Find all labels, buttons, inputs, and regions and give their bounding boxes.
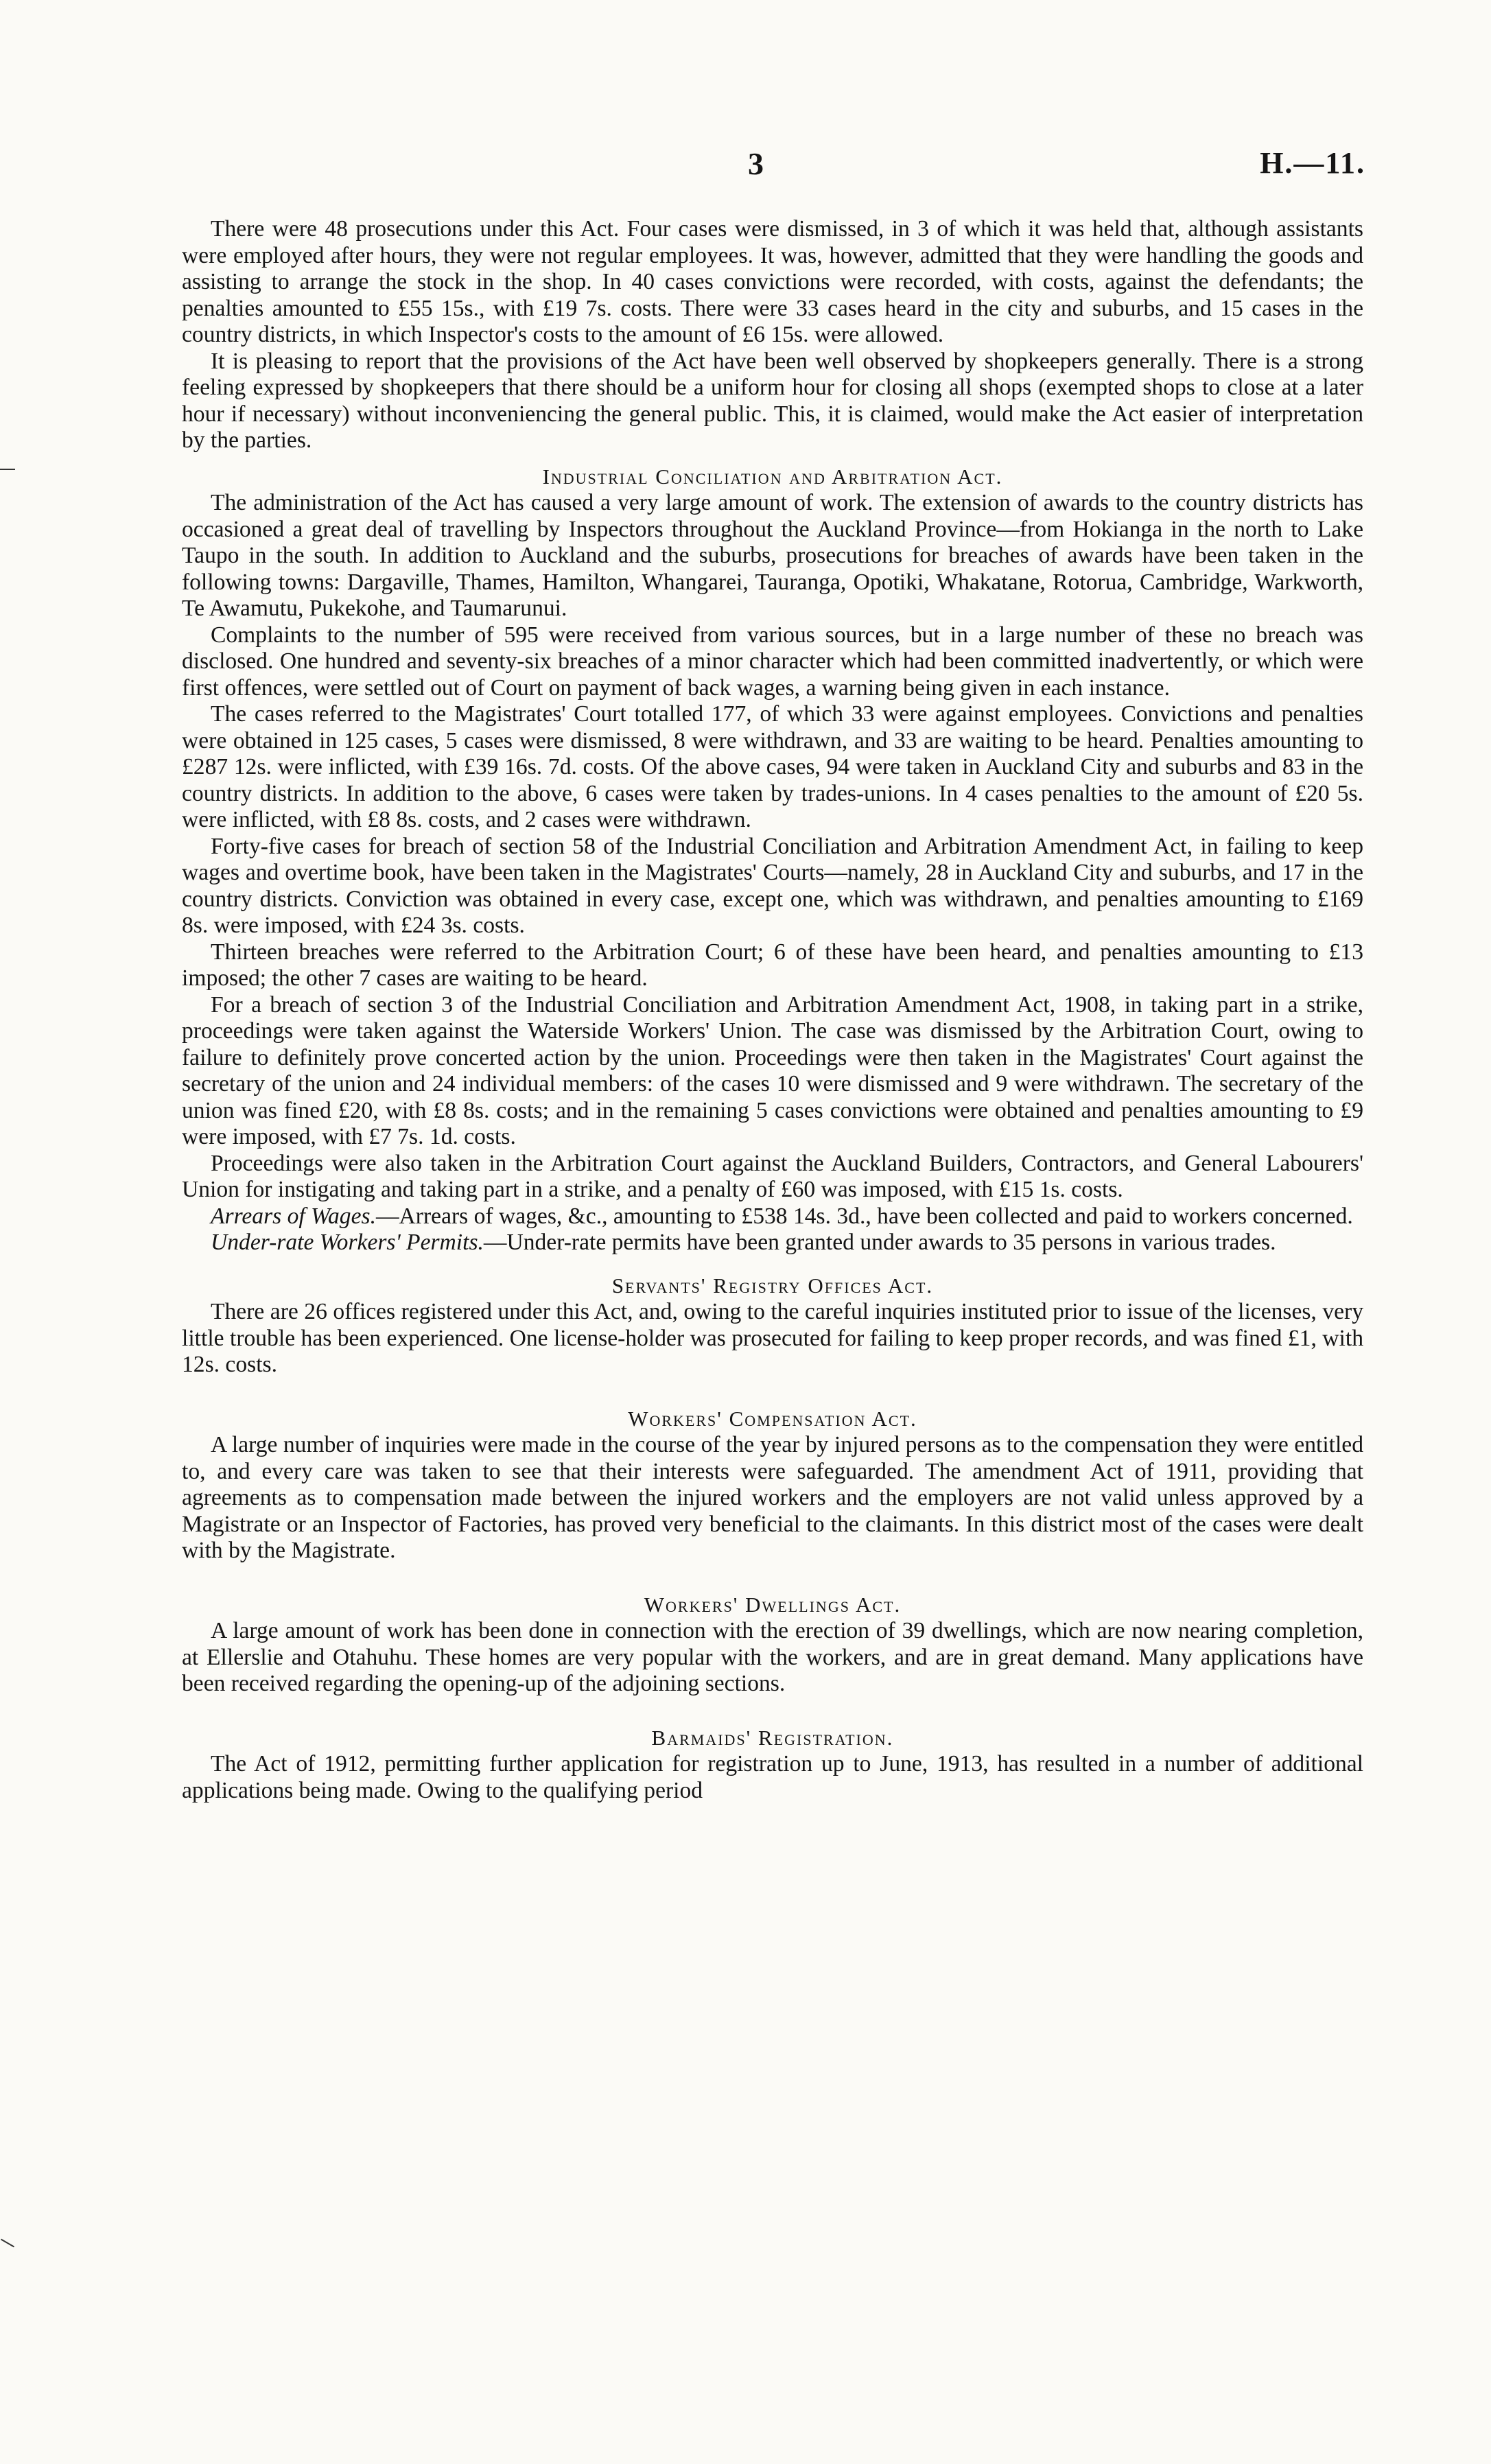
section-heading-dwellings: Workers' Dwellings Act. (644, 1592, 902, 1617)
paragraph-strike: For a breach of section 3 of the Industrial Conciliation and Arbitration Amendment Act, 1908, in taking part in a strike, proceedings were taken against the Waterside Workers' Union. The case was dismissed by the Arbitration Court, owing to failure to definitely prove concerted action by the union. Proceedings were then taken in the Magistrates' Court against the secretary of the union and 24 individual members: of the cases 10 were dismissed and 9 were withdrawn. The secretary of the union was fined £20, with £8 8s. costs; and in the remaining 5 cases convictions were obtained and penalties amounting to £9 were imposed, with £7 7s. 1d. costs. (182, 992, 1363, 1149)
paragraph-magistrates-court: The cases referred to the Magistrates' Court totalled 177, of which 33 were against employees. Convictions and penalties were obtained in 125 cases, 5 cases were dismissed, 8 were withdrawn, and 33 are waiting to be heard. Penalties amounting to £287 12s. were inflicted, with £39 16s. 7d. costs. Of the above cases, 94 were taken in Auckland City and suburbs and 83 in the country districts. In addition to the above, 6 cases were taken by trades-unions. In 4 cases penalties to the amount of £20 5s. were inflicted, with £8 8s. costs, and 2 cases were withdrawn. (182, 701, 1363, 832)
paragraph-registry-offices: There are 26 offices registered under this Act, and, owing to the careful inquiries instituted prior to issue of the licenses, very little trouble has been experienced. One license-holder was prosecuted for failing to keep proper records, and was fined £1, with 12s. costs. (182, 1299, 1363, 1377)
paragraph-administration: The administration of the Act has caused a very large amount of work. The extension of awards to the country districts has occasioned a great deal of travelling by Inspectors throughout the Auckland Province—from Hokianga in the north to Lake Taupo in the south. In addition to Auckland and the suburbs, prosecutions for breaches of awards have been taken in the following towns: Dargaville, Thames, Hamilton, Whangarei, Tauranga, Opotiki, Whakatane, Rotorua, Cambridge, Warkworth, Te Awamutu, Pukekohe, and Taumarunui. (182, 490, 1363, 621)
section-heading-barmaids: Barmaids' Registration. (651, 1725, 894, 1750)
permits-lead: Under-rate Workers' Permits. (211, 1230, 484, 1255)
arrears-lead: Arrears of Wages. (211, 1203, 376, 1229)
paragraph-arbitration-court: Thirteen breaches were referred to the Arbitration Court; 6 of these have been heard, and penalties amounting to £13 imposed; the other 7 cases are waiting to be heard. (182, 939, 1363, 991)
permits-text: —Under-rate permits have been granted under awards to 35 persons in various trades. (483, 1230, 1276, 1255)
paragraph-under-rate-permits (182, 1230, 1363, 1256)
paragraph-section-58: Forty-five cases for breach of section 58 of the Industrial Conciliation and Arbitration Amendment Act, in failing to keep wages and overtime book, have been taken in the Magistrates' Courts—namely, 28 in Auckland City and suburbs, and 17 in the country districts. Conviction was obtained in every case, except one, which was withdrawn, and penalties amounting to £169 8s. were imposed, with £24 3s. costs. (182, 833, 1363, 938)
paragraph-complaints: Complaints to the number of 595 were received from various sources, but in a large number of these no breach was disclosed. One hundred and seventy-six breaches of a minor character which had been committed inadvertently, or which were first offences, were settled out of Court on payment of back wages, a warning being given in each instance. (182, 622, 1363, 701)
section-heading-registry: Servants' Registry Offices Act. (611, 1273, 934, 1298)
paragraph-arrears-of-wages (182, 1204, 1363, 1230)
page-number: 3 (748, 146, 764, 181)
paragraph-shop-observance: It is pleasing to report that the provisions of the Act have been well observed by shopkeepers generally. There is a strong feeling expressed by shopkeepers that there should be a uniform hour for closing all shops (exempted shops to close at a later hour if necessary) without inconveniencing the general public. This, it is claimed, would make the Act easier of interpretation by the parties. (182, 348, 1363, 453)
section-heading-arbitration: Industrial Conciliation and Arbitration Act. (542, 464, 1003, 489)
document-reference: H.—11. (1260, 146, 1365, 180)
margin-mark (1, 2239, 14, 2248)
paragraph-barmaids: The Act of 1912, permitting further application for registration up to June, 1913, has resulted in a number of additional applications being made. Owing to the qualifying period (182, 1751, 1363, 1803)
paragraph-builders-union: Proceedings were also taken in the Arbitration Court against the Auckland Builders, Contractors, and General Labourers' Union for instigating and taking part in a strike, and a penalty of £60 was imposed, with £15 1s. costs. (182, 1150, 1363, 1202)
section-heading-compensation: Workers' Compensation Act. (628, 1406, 917, 1431)
document-body (182, 216, 1363, 1804)
paragraph-shop-prosecutions: There were 48 prosecutions under this Act. Four cases were dismissed, in 3 of which it was held that, although assistants were employed after hours, they were not regular employees. It was, however, admitted that they were handling the goods and assisting to arrange the stock in the shop. In 40 cases convictions were recorded, with costs, against the defendants; the penalties amounted to £55 15s., with £19 7s. costs. There were 33 cases heard in the city and suburbs, and 15 cases in the country districts, in which Inspector's costs to the amount of £6 15s. were allowed. (182, 216, 1363, 347)
paragraph-compensation: A large number of inquiries were made in the course of the year by injured persons as to the compensation they were entitled to, and every care was taken to see that their interests were safeguarded. The amendment Act of 1911, providing that agreements as to compensation made between the injured workers and the employers are not valid unless approved by a Magistrate or an Inspector of Factories, has proved very beneficial to the claimants. In this district most of the cases were dealt with by the Magistrate. (182, 1432, 1363, 1563)
paragraph-dwellings: A large amount of work has been done in connection with the erection of 39 dwellings, which are now nearing completion, at Ellerslie and Otahuhu. These homes are very popular with the workers, and are in great demand. Many applications have been received regarding the opening-up of the adjoining sections. (182, 1618, 1363, 1696)
arrears-text: —Arrears of wages, &c., amounting to £538 14s. 3d., have been collected and paid to workers concerned. (375, 1203, 1353, 1229)
margin-mark (0, 469, 15, 470)
